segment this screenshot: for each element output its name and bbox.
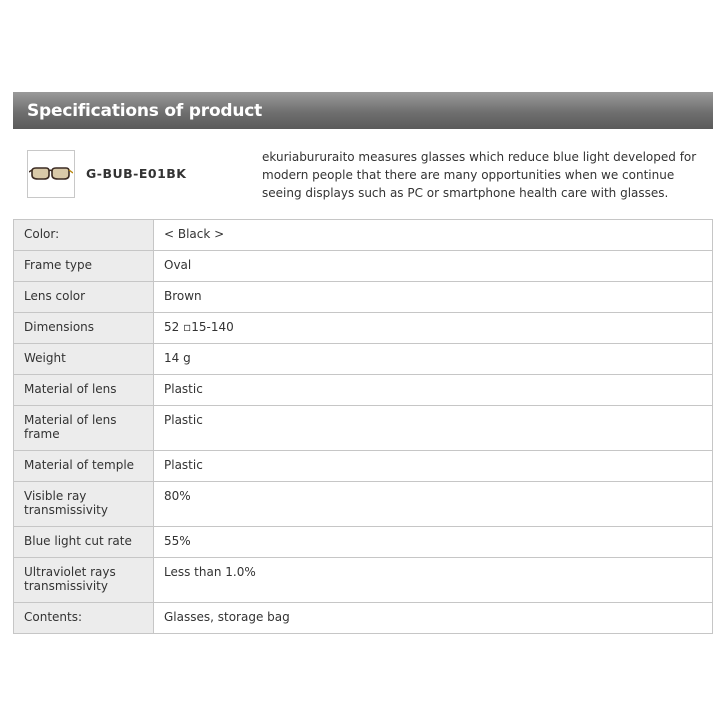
spec-value: Plastic: [154, 375, 713, 406]
spec-value: 52 ▫15-140: [154, 313, 713, 344]
table-row: [14, 603, 713, 634]
table-row: [14, 251, 713, 282]
spec-value: 14 g: [154, 344, 713, 375]
spec-value: Plastic: [154, 451, 713, 482]
spec-label: Contents:: [14, 603, 154, 634]
table-row: [14, 313, 713, 344]
table-row: [14, 220, 713, 251]
spec-value: Oval: [154, 251, 713, 282]
spec-value: Plastic: [154, 406, 713, 451]
spec-label: Material of lens frame: [14, 406, 154, 451]
spec-label: Weight: [14, 344, 154, 375]
spec-value: 80%: [154, 482, 713, 527]
section-title: Specifications of product: [27, 100, 263, 121]
eyeglasses-icon: [29, 161, 73, 187]
spec-label: Blue light cut rate: [14, 527, 154, 558]
table-row: [14, 344, 713, 375]
spec-label: Ultraviolet rays transmissivity: [14, 558, 154, 603]
product-thumbnail[interactable]: [27, 150, 75, 198]
spec-value: Less than 1.0%: [154, 558, 713, 603]
section-header-bar: [13, 92, 713, 129]
spec-label: Frame type: [14, 251, 154, 282]
spec-value: Brown: [154, 282, 713, 313]
table-row: [14, 558, 713, 603]
spec-value: Glasses, storage bag: [154, 603, 713, 634]
table-row: [14, 482, 713, 527]
product-description: ekuriabururaito measures glasses which reduce blue light developed for modern people that there are many opportunities when we continue seeing displays such as PC or smartphone health care with glasses.: [262, 150, 697, 200]
product-code: G-BUB-E01BK: [86, 166, 187, 181]
table-row: [14, 406, 713, 451]
spec-label: Dimensions: [14, 313, 154, 344]
spec-value: 55%: [154, 527, 713, 558]
spec-label: Color:: [14, 220, 154, 251]
table-row: [14, 527, 713, 558]
table-row: [14, 375, 713, 406]
table-row: [14, 451, 713, 482]
spec-label: Lens color: [14, 282, 154, 313]
spec-label: Material of temple: [14, 451, 154, 482]
spec-label: Material of lens: [14, 375, 154, 406]
table-row: [14, 282, 713, 313]
spec-label: Visible ray transmissivity: [14, 482, 154, 527]
spec-value: < Black >: [154, 220, 713, 251]
specifications-table: [13, 219, 713, 634]
